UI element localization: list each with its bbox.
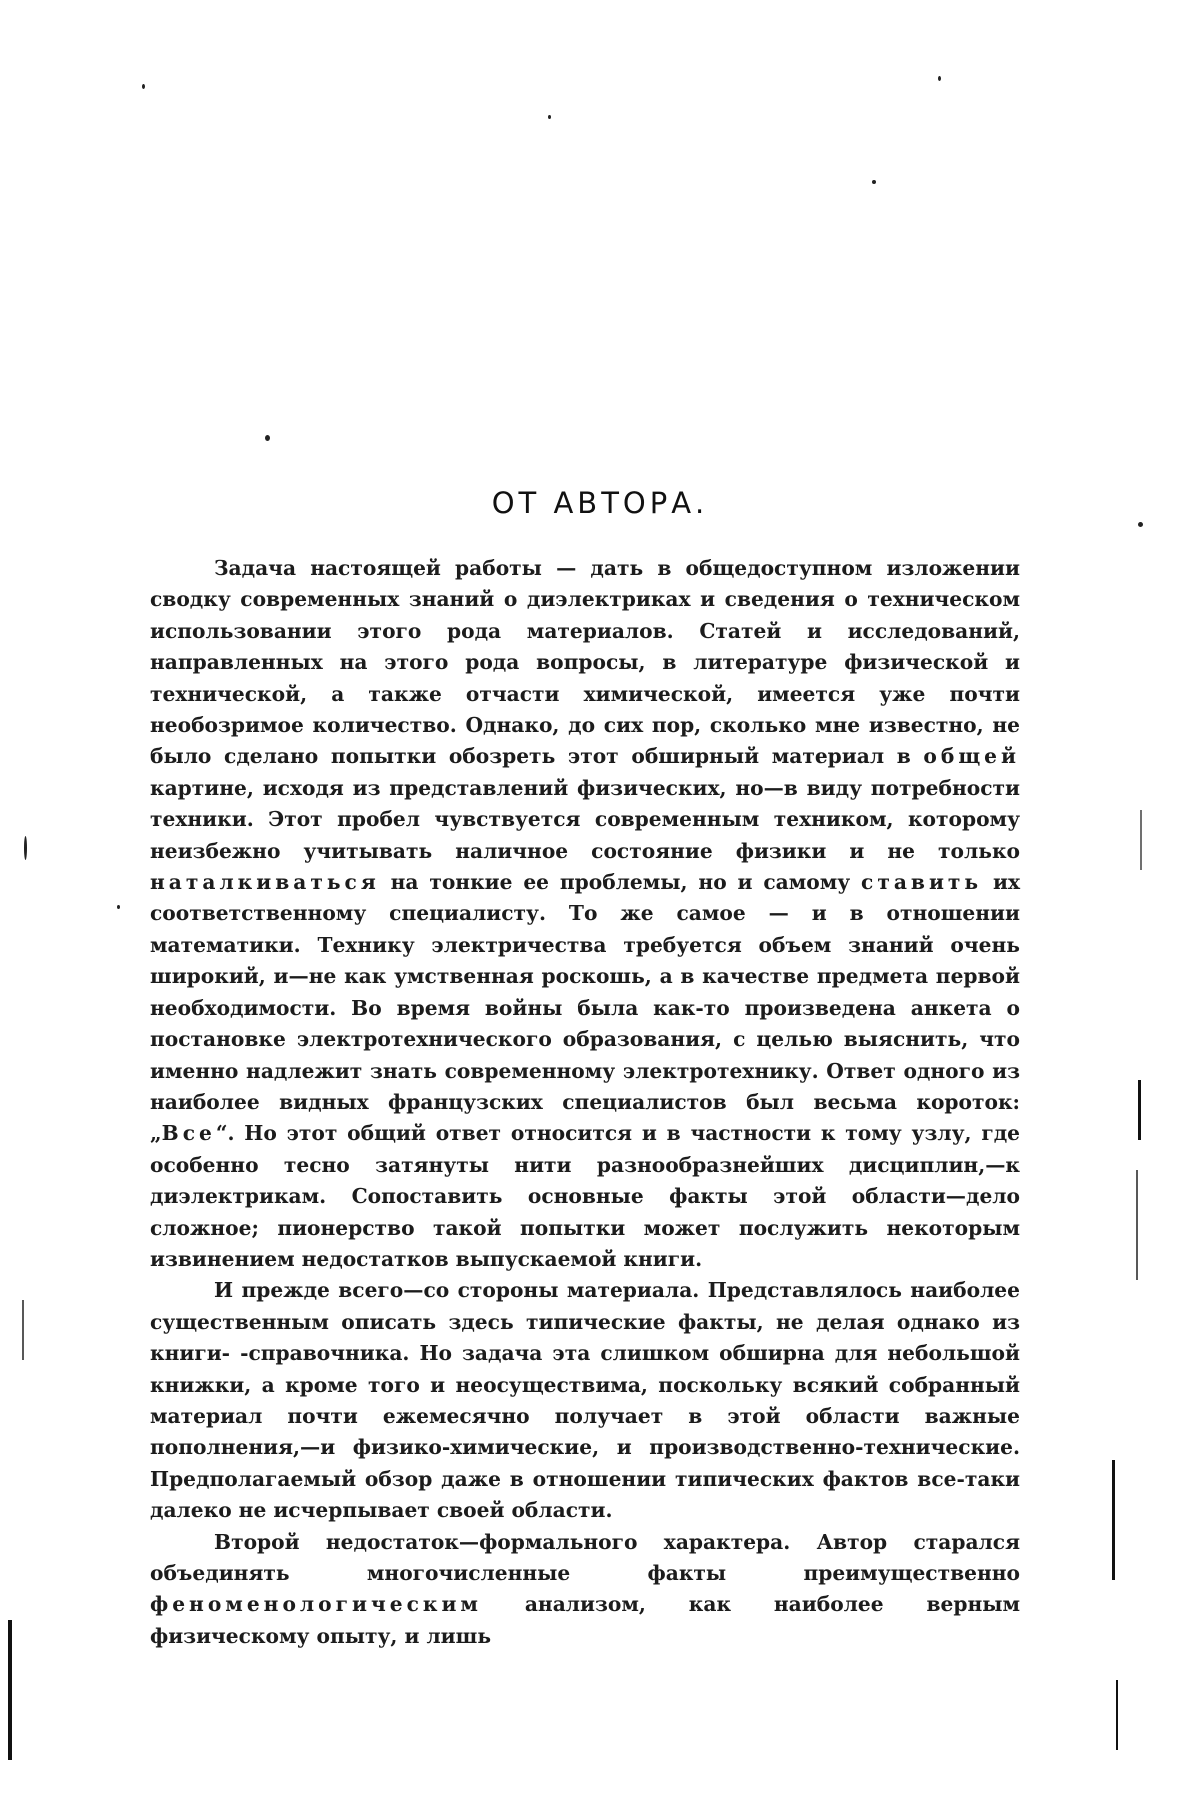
spaced-emphasis: ставить bbox=[861, 870, 983, 895]
scan-edge-mark bbox=[22, 1300, 24, 1360]
spaced-emphasis: общей bbox=[923, 744, 1020, 769]
text-run: их соответственному специалисту. То же самое — и в отношении математики. Технику электричества требуется объем знаний очень широкий, и—не как умственная роскошь, а в качестве предмета первой необходимости. Во время войны была как-то произведена анкета о постановке электротехнического образования, с целью выяснить, что именно надлежит знать современному электротехнику. Ответ одного из наиболее видных французских специалистов был весьма короток: „ bbox=[150, 870, 1020, 1146]
scan-edge-mark bbox=[1116, 1680, 1118, 1750]
text-run: анализом, как наиболее верным физическому опыту, и лишь bbox=[150, 1592, 1020, 1648]
scan-edge-mark bbox=[1140, 810, 1142, 870]
text-run: “. Но этот общий ответ относится и в частности к тому узлу, где особенно тесно затянуты нити разнообразнейших дисциплин,—к диэлектрикам. Сопоставить основные факты этой области—дело сложное; пионерство такой попытки может послужить некоторым извинением недостатков выпускаемой книги. bbox=[150, 1121, 1020, 1271]
page-title: ОТ АВТОРА. bbox=[491, 486, 709, 520]
paragraph bbox=[150, 1527, 1020, 1653]
scan-speck bbox=[142, 84, 145, 89]
paragraph bbox=[150, 1275, 1020, 1526]
spaced-emphasis: феноменологическим bbox=[150, 1592, 482, 1617]
scan-speck bbox=[548, 115, 551, 119]
body-text bbox=[150, 553, 1020, 1652]
spaced-emphasis: Все bbox=[161, 1121, 216, 1146]
scan-speck bbox=[938, 76, 941, 81]
scan-edge-mark bbox=[1136, 1170, 1138, 1280]
text-run: картине, исходя из представлений физических, но—в виду потребности техники. Этот пробел чувствуется современным техником, которому неизбежно учитывать наличное состояние физики и не только bbox=[150, 775, 1020, 863]
paragraph bbox=[150, 553, 1020, 1275]
scan-edge-mark bbox=[8, 1620, 12, 1760]
text-run: на тонкие ее проблемы, но и самому bbox=[379, 870, 862, 895]
scan-edge-mark bbox=[1138, 1080, 1141, 1140]
text-run: И прежде всего—со стороны материала. Представлялось наиболее существенным описать здесь типические факты, не делая однако из книги- -справочника. Но задача эта слишком обширна для небольшой книжки, а кроме того и неосуществима, поскольку всякий собранный материал почти ежемесячно получает в этой области важные пополнения,—и физико-химические, и производственно-технические. Предполагаемый обзор даже в отношении типических фактов все-таки далеко не исчерпывает своей области. bbox=[150, 1278, 1020, 1523]
spaced-emphasis: наталкиваться bbox=[150, 870, 380, 895]
scan-speck bbox=[872, 180, 876, 184]
scan-edge-mark bbox=[1112, 1460, 1115, 1580]
text-run: Второй недостаток—формального характера. Автор старался объединять многочисленные факты преимущественно bbox=[150, 1529, 1020, 1585]
scan-speck bbox=[117, 905, 120, 909]
scan-speck bbox=[1138, 522, 1143, 527]
text-run: Задача настоящей работы — дать в общедоступном изложении сводку современных знаний о диэлектриках и сведения о техническом использовании этого рода материалов. Статей и исследований, направленных на этого рода вопросы, в литературе физической и технической, а также отчасти химической, имеется уже почти необозримое количество. Однако, до сих пор, сколько мне известно, не было сделано попытки обозреть этот обширный материал в bbox=[150, 556, 1020, 769]
scan-speck bbox=[265, 435, 270, 441]
scan-speck bbox=[24, 836, 27, 860]
